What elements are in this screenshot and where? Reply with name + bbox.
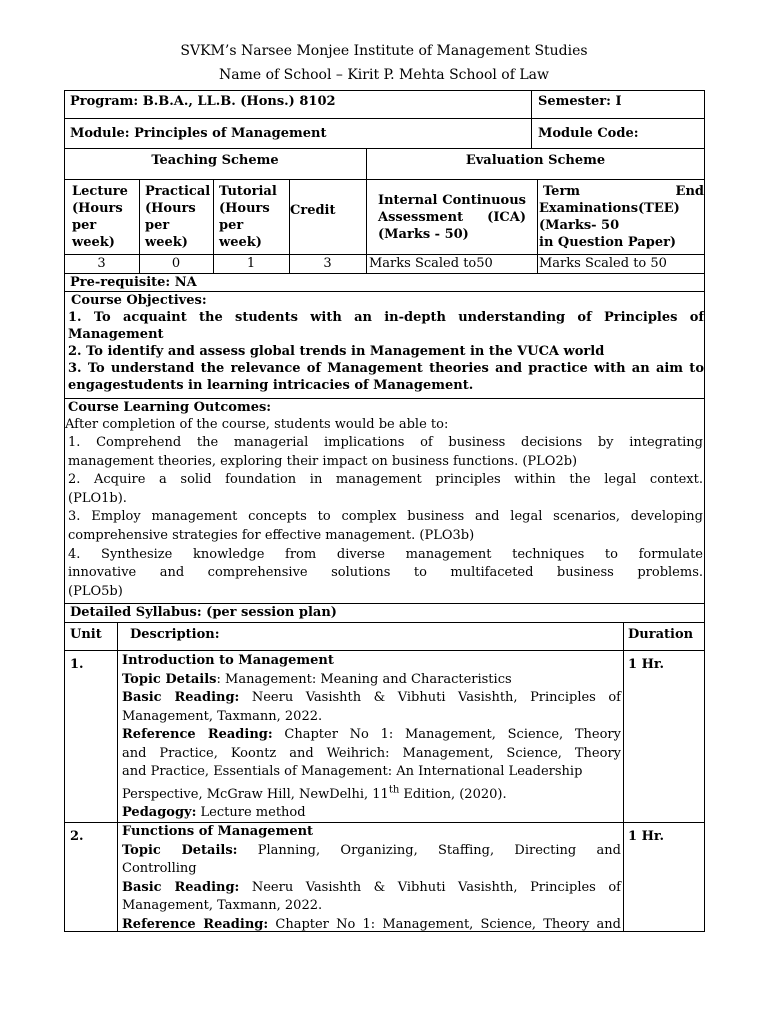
unit-1-description: Introduction to Management Topic Details: Management: Meaning and Characteristics Basic Reading: Neeru Vasishth & Vibhuti Vasishth, Principles of Management, Taxmann, 2022. Reference Reading: Chapter No 1: Management, Science, Theory and Practice, Koontz and Weihrich: Management, Science, Theory and Practice, Essentials of Management: An International Leadership Perspective, McGraw Hill, NewDelhi, 11th Edition, (2020). Pedagogy: Lecture method (122, 653, 621, 820)
lecture-value: 3 (97, 256, 106, 271)
credit-value: 3 (323, 256, 332, 271)
unit-2-number: 2. (70, 829, 84, 844)
institute-name: SVKM’s Narsee Monjee Institute of Management Studies (180, 43, 588, 59)
unit-1-number: 1. (70, 657, 84, 672)
unit-2-description: Functions of Management Topic Details: Planning, Organizing, Staffing, Directing and Controlling Basic Reading: Neeru Vasishth & Vibhuti Vasishth, Principles of Management, Taxmann, 2022. Reference Reading: Chapter No 1: Management, Science, Theory and (122, 824, 621, 932)
tutorial-header: Tutorial (Hours per week) (219, 184, 277, 250)
unit-1-duration: 1 Hr. (628, 657, 665, 672)
semester-label: Semester: I (538, 94, 622, 109)
program-label: Program: B.B.A., LL.B. (Hons.) 8102 (70, 94, 336, 109)
outcomes-list: 1. Comprehend the managerial implications of business decisions by integrating management theories, exploring their impact on business functions. (PLO2b) 2. Acquire a solid foundation in management principles within the legal context. (PLO1b). 3. Employ management concepts to complex business and legal scenarios, developing comprehensive strategies for effective management. (PLO3b) 4. Synthesize knowledge from diverse management techniques to formulate innovative and comprehensive solutions to multifaceted business problems. (PLO5b) (68, 435, 703, 599)
credit-header: Credit (290, 203, 336, 218)
duration-header: Duration (628, 627, 694, 642)
evaluation-scheme-heading: Evaluation Scheme (465, 153, 606, 168)
course-objectives: Course Objectives: 1. To acquaint the students with an in-depth understanding of Principles of Management 2. To identify and assess global trends in Management in the VUCA world 3. To understand the relevance of Management theories and practice with an aim to engagestudents in learning intricacies of Management. (68, 293, 704, 393)
school-name: Name of School – Kirit P. Mehta School of Law (219, 67, 549, 83)
tutorial-value: 1 (246, 256, 256, 271)
practical-header: Practical (Hours per week) (145, 184, 211, 250)
module-label: Module: Principles of Management (70, 126, 327, 141)
prerequisite: Pre-requisite: NA (70, 275, 197, 290)
tee-header: Term End Examinations(TEE) (Marks- 50 in Question Paper) (539, 184, 704, 250)
outcomes-title: Course Learning Outcomes: (68, 400, 272, 415)
description-header: Description: (130, 627, 220, 642)
ica-value: Marks Scaled to50 (369, 256, 493, 271)
unit-2-duration: 1 Hr. (628, 829, 665, 844)
practical-value: 0 (171, 256, 181, 271)
module-code-label: Module Code: (538, 126, 639, 141)
ica-header: Internal Continuous Assessment (ICA) (Marks - 50) (378, 193, 526, 242)
unit-header: Unit (70, 627, 102, 642)
tee-value: Marks Scaled to 50 (539, 256, 667, 271)
lecture-header: Lecture (Hours per week) (72, 184, 128, 250)
teaching-scheme-heading: Teaching Scheme (151, 153, 279, 168)
syllabus-title: Detailed Syllabus: (per session plan) (70, 605, 337, 620)
outcomes-intro: After completion of the course, students would be able to: (65, 417, 449, 432)
